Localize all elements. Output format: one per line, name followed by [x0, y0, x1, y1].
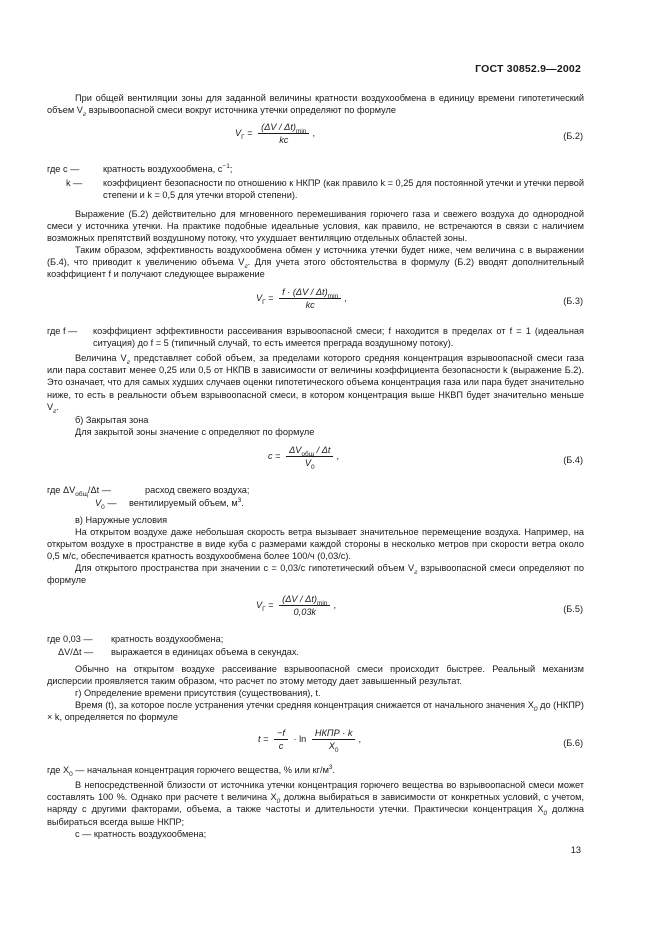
- paragraph-volume-vg: Величина $V_г$ представляет собой объем, за пределами которого средняя концентрация взрывоопасной смеси газа или пара составит менее 0,25 или 0,5 от НКПВ в зависимости от величины коэффициента безопасности k (выражение Б.2). Это означает, что для самых худших случаев оценки гипотетического объема концентрация газа или пара будет значительно ниже, то есть в реальности объем взрывоопасной смеси, в котором концентрация выше НКВП будет значительно меньше $V_г$.: [47, 353, 584, 415]
- fraction: $\frac{(\Delta V / \Delta t)_{min}}{0,03k}$: [279, 594, 330, 617]
- document-page: ГОСТ 30852.9—2002 При общей вентиляции зоны для заданной величины кратности воздухообмена в единицу времени гипотетический объем $V_г$ взрывоопасной смеси вокруг источника утечки определяют по формуле $V_Г$ = $\frac{(\Delta V / \Delta t)_{min}}{kc}$ , (Б.2) где c — кратность воздухообмена, $с^{-1}$; k — коэффициент безопасности по отношению к НКПР (как правило k = 0,25 для постоянной утечки и утечки первой степени и k = 0,5 для утечки второй степени). Выражение (Б.2) действительно для мгновенного перемешивания горючего газа и свежего воздуха до однородной смеси у источника утечки. На практике подобные идеальные условия, как правило, не встречаются в связи с наличием возможных препятствий воздушному потоку, что ухудшает вентиляцию отдельных областей зоны. Таким образом, эффективность воздухообмена обмен у источника утечки будет ниже, чем величина c в выражении (Б.4), что приводит к увеличению объема $V_г$. Для учета этого обстоятельства в формулу (Б.2) вводят дополнительный коэффициент f и получают следующее выражение $V_Г$ = $\frac{f \cdot (\Delta V / \Delta t)_{min}}{kc}$ , (Б.3) где f — коэффициент эффективности рассеивания взрывоопасной смеси; f находится в пределах от f = 1 (идеальная ситуация) до f = 5 (типичный случай, то есть имеется преграда воздушному потоку). Величина $V_г$ представляет собой объем, за пределами которого средняя концентрация взрывоопасной смеси газа или пара составит менее 0,25 или 0,5 от НКПВ в зависимости от величины коэффициента безопасности k (выражение Б.2). Это означает, что для самых худших случаев оценки гипотетического объема концентрация газа или пара будет значительно ниже, то есть в реальности объем взрывоопасной смеси, в котором концентрация выше НКВП будет значительно меньше $V_г$. б) Закрытая зона Для закрытой зоны значение c определяют по формуле c = $\frac{\Delta V_{общ} / \Delta t}{V_0}$ , (Б.4) где $\Delta V_{общ}/\Delta t$ — расход свежего воздуха; $V_0$ — вентилируемый объем, $м^3$. в) Наружные условия На открытом воздухе даже небольшая скорость ветра вызывает значительное перемещение воздуха. Например, на открытом воздухе в пространстве в виде куба с размерами каждой стороны в несколько метров при скорости ветра около 0,5 м/с, обеспечивается кратность воздухообмена более 100/ч (0,03/с). Для открытого пространства при значении c = 0,03/с гипотетический объем $V_г$ взрывоопасной смеси определяют по формуле $V_Г$ = $\frac{(\Delta V / \Delta t)_{min}}{0,03k}$ , (Б.5) где 0,03 — кратность воздухообмена; ΔV/Δt — выражается в единицах объема в секундах. Обычно на открытом воздухе рассеивание взрывоопасной смеси происходит быстрее. Реальный механизм дисперсии проявляется таким образом, что расчет по этому методу дает завышенный результат. г) Определение времени присутствия (существования), t. Время (t), за которое после устранения утечки средняя концентрация снижается от начального значения $X_0$ до (НКПР) × k, определяется по формуле t = $\frac{-f}{c}$ · ln $\frac{\text{НКПР · k}}{X_0}$ , (Б.6) где $X_0$ — начальная концентрация горючего вещества, % или $кг/м^3$. В непосредственной близости от источника утечки концентрация горючего вещества во взрывоопасной смеси может составлять 100 %. Однако при расчете t величина $X_0$ должна выбираться в зависимости от конкретных условий, с учетом, наряду с другими факторами, объема, а также частоты и длительности утечки. Практически концентрация $X_0$ должна выбираться всегда выше НКПР; c — кратность воздухообмена; 13: [47, 63, 585, 855]
- definition-003: где 0,03 — кратность воздухообмена;: [47, 634, 224, 644]
- heading-time: г) Определение времени присутствия (существования), t.: [75, 688, 321, 698]
- definition-dv-dt: ΔV/Δt — выражается в единицах объема в секундах.: [58, 647, 299, 657]
- fraction: $\frac{-f}{c}$: [274, 728, 288, 751]
- paragraph-c-definition: c — кратность воздухообмена;: [75, 829, 207, 839]
- formula-number: (Б.5): [563, 604, 583, 614]
- paragraph-open-space: Для открытого пространства при значении c = 0,03/с гипотетический объем $V_г$ взрывоопасной смеси определяют по формуле: [47, 563, 585, 586]
- definition-v0: $V_0$ — вентилируемый объем, $м^3$.: [95, 496, 244, 511]
- paragraph-closed-zone: Для закрытой зоны значение c определяют по формуле: [75, 427, 315, 437]
- paragraph-instant-mixing: Выражение (Б.2) действительно для мгновенного перемешивания горючего газа и свежего воздуха до однородной смеси у источника утечки. На практике подобные идеальные условия, как правило, не встречаются в связи с наличием возможных препятствий воздушному потоку, что ухудшает вентиляцию отдельных областей зоны.: [47, 209, 584, 244]
- paragraph-general-ventilation: При общей вентиляции зоны для заданной величины кратности воздухообмена в единицу времени гипотетический объем $V_г$ взрывоопасной смеси вокруг источника утечки определяют по формуле: [47, 93, 584, 119]
- fraction: $\frac{\Delta V_{общ} / \Delta t}{V_0}$: [286, 445, 333, 468]
- paragraph-outdoor: На открытом воздухе даже небольшая скорость ветра вызывает значительное перемещение воздуха. Например, на открытом воздухе в пространстве в виде куба с размерами каждой стороны в несколько метров при скорости ветра около 0,5 м/с, обеспечивается кратность воздухообмена более 100/ч (0,03/с).: [47, 527, 584, 562]
- paragraph-concentration: В непосредственной близости от источника утечки концентрация горючего вещества во взрывоопасной смеси может составлять 100 %. Однако при расчете t величина $X_0$ должна выбираться в зависимости от конкретных условий, с учетом, наряду с другими факторами, объема, а также частоты и длительности утечки. Практически концентрация $X_0$ должна выбираться всегда выше НКПР;: [47, 780, 585, 827]
- definition-f: где f — коэффициент эффективности рассеивания взрывоопасной смеси; f находится в пределах от f = 1 (идеальная ситуация) до f = 5 (типичный случай, то есть имеется преграда воздушному потоку).: [47, 326, 584, 349]
- formula-number: (Б.2): [563, 131, 583, 141]
- fraction: $\frac{(\Delta V / \Delta t)_{min}}{kc}$: [258, 122, 309, 145]
- document-code: ГОСТ 30852.9—2002: [475, 63, 581, 75]
- heading-closed-zone: б) Закрытая зона: [75, 415, 149, 425]
- heading-outdoor: в) Наружные условия: [75, 515, 168, 525]
- formula-number: (Б.6): [563, 738, 583, 748]
- paragraph-time: Время (t), за которое после устранения утечки средняя концентрация снижается от начального значения $X_0$ до (НКПР) × k, определяется по формуле: [47, 700, 584, 723]
- paragraph-efficiency: Таким образом, эффективность воздухообмена обмен у источника утечки будет ниже, чем величина c в выражении (Б.4), что приводит к увеличению объема $V_г$. Для учета этого обстоятельства в формулу (Б.2) вводят дополнительный коэффициент f и получают следующее выражение: [47, 245, 585, 280]
- paragraph-dispersion: Обычно на открытом воздухе рассеивание взрывоопасной смеси происходит быстрее. Реальный механизм дисперсии проявляется таким образом, что расчет по этому методу дает завышенный результат.: [47, 664, 584, 687]
- fraction: $\frac{f \cdot (\Delta V / \Delta t)_{min}}{kc}$: [279, 287, 341, 310]
- definition-dv: где $\Delta V_{общ}/\Delta t$ — расход свежего воздуха;: [47, 485, 250, 498]
- formula-number: (Б.3): [563, 296, 583, 306]
- definition-x0: где $X_0$ — начальная концентрация горючего вещества, % или $кг/м^3$.: [47, 763, 336, 778]
- definition-c: где c — кратность воздухообмена, $с^{-1}$;: [47, 162, 233, 174]
- fraction: $\frac{\text{НКПР · k}}{X_0}$: [312, 728, 356, 751]
- definition-k: k — коэффициент безопасности по отношению к НКПР (как правило k = 0,25 для постоянной утечки и утечки первой степени и k = 0,5 для утечки второй степени).: [66, 178, 584, 201]
- formula-number: (Б.4): [563, 455, 583, 465]
- page-number: 13: [570, 845, 581, 855]
